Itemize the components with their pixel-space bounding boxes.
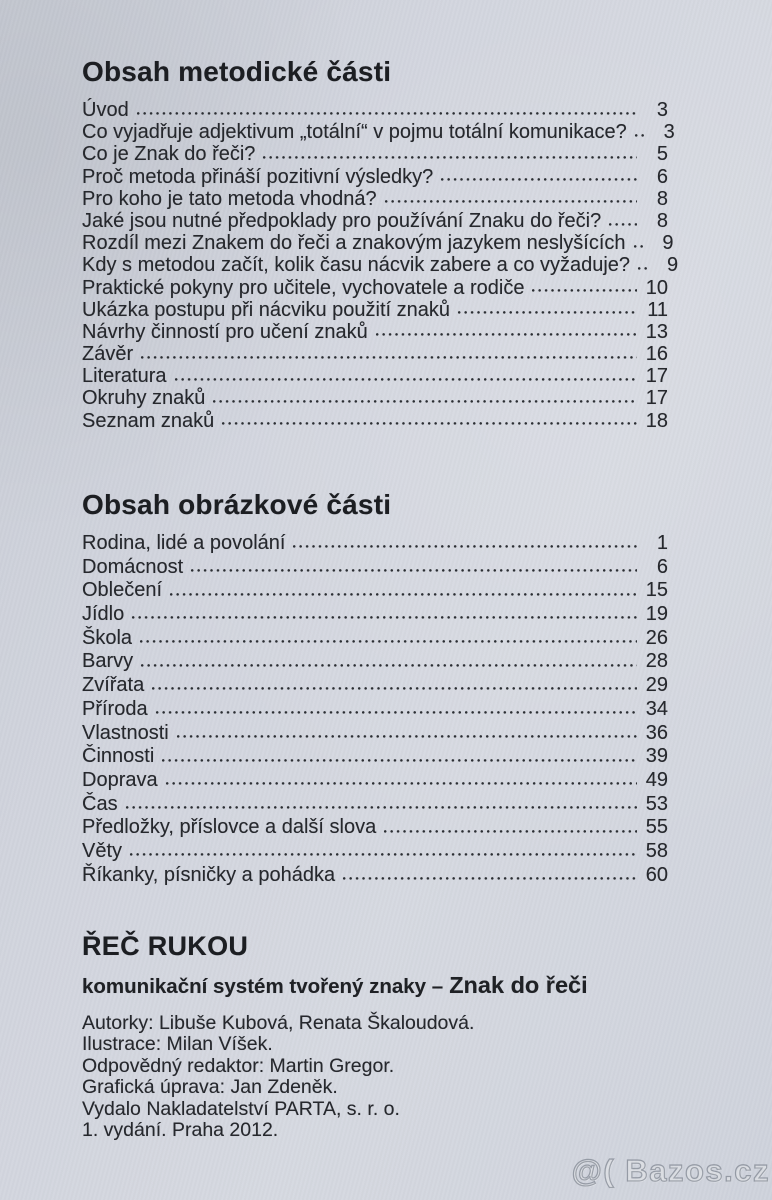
toc-entry-label: Rozdíl mezi Znakem do řeči a znakovým jazykem neslyšících	[82, 232, 626, 255]
toc-entry-label: Věty	[82, 839, 123, 862]
toc-entry	[82, 840, 668, 864]
credit-illustrations: Ilustrace: Milan Víšek.	[82, 1033, 273, 1056]
credit-editor: Odpovědný redaktor: Martin Gregor.	[82, 1054, 395, 1077]
toc-entry	[82, 387, 668, 409]
book-title: ŘEČ RUKOU	[82, 931, 249, 961]
dot-leader	[125, 805, 637, 810]
toc-entry-label: Vlastnosti	[82, 721, 169, 744]
dot-leader	[131, 615, 637, 620]
dot-leader	[176, 734, 637, 739]
dot-leader	[457, 310, 637, 315]
toc-entry	[82, 365, 668, 387]
credit-publisher: Vydalo Nakladatelství PARTA, s. r. o.	[82, 1097, 400, 1120]
toc-entry	[82, 121, 675, 144]
dot-leader	[608, 222, 637, 227]
toc-entry-page-number: 29	[645, 674, 668, 697]
toc-entry-label: Literatura	[82, 365, 167, 388]
dot-leader	[140, 355, 637, 360]
dot-leader	[637, 266, 647, 271]
toc-entry-page-number: 6	[656, 555, 668, 578]
toc-entry	[82, 277, 668, 299]
toc-entry-label: Domácnost	[82, 555, 184, 578]
toc-entry-label: Proč metoda přináší pozitivní výsledky?	[82, 165, 434, 188]
toc-entry-label: Návrhy činností pro učení znaků	[82, 320, 368, 343]
toc-entry	[82, 532, 668, 556]
toc-entry-page-number: 6	[656, 165, 668, 188]
toc-entry-label: Co je Znak do řeči?	[82, 143, 256, 166]
toc-entry	[82, 99, 668, 121]
dot-leader	[633, 244, 643, 249]
toc-entry-label: Závěr	[82, 343, 134, 366]
dot-leader	[531, 288, 637, 293]
dot-leader	[139, 639, 637, 644]
dot-leader	[221, 421, 637, 426]
toc-entry-label: Pro koho je tato metoda vhodná?	[82, 187, 377, 210]
toc-entry-page-number: 18	[645, 409, 668, 432]
dot-leader	[165, 781, 637, 786]
toc-entry-page-number: 58	[645, 839, 668, 862]
book-subtitle	[82, 972, 692, 999]
toc-entry-label: Okruhy znaků	[82, 387, 206, 410]
credits-block	[82, 1013, 692, 1141]
toc-entry	[82, 210, 668, 232]
toc-entry	[82, 579, 668, 603]
credit-authors: Autorky: Libuše Kubová, Renata Škaloudová.	[82, 1012, 475, 1034]
dot-leader	[292, 544, 637, 549]
toc-entry	[82, 556, 668, 580]
toc-entry	[82, 254, 679, 277]
toc-entry-page-number: 28	[645, 650, 668, 673]
toc-entry	[82, 793, 668, 817]
credit-edition: 1. vydání. Praha 2012.	[82, 1119, 279, 1142]
dot-leader	[155, 710, 637, 715]
toc-entry-page-number: 53	[645, 792, 668, 815]
book-subtitle-prefix: komunikační systém tvořený znaky –	[82, 975, 444, 998]
section-heading-methodical: Obsah metodické části	[82, 56, 392, 87]
toc-entry	[82, 188, 668, 210]
toc-entry-label: Čas	[82, 792, 118, 815]
toc-entry	[82, 321, 668, 343]
toc-entry-label: Škola	[82, 626, 133, 649]
dot-leader	[161, 758, 637, 763]
colophon	[82, 931, 692, 1141]
toc-entry-page-number: 1	[656, 532, 668, 554]
dot-leader	[129, 852, 637, 857]
toc-section-methodical	[82, 56, 679, 432]
toc-entry-label: Říkanky, písničky a pohádka	[82, 863, 336, 886]
toc-entry-label: Barvy	[82, 650, 134, 673]
toc-entry-page-number: 13	[645, 320, 668, 343]
toc-entry-label: Rodina, lidé a povolání	[82, 532, 286, 554]
toc-entry-page-number: 8	[656, 187, 668, 210]
bazos-watermark: @( Bazos.cz	[571, 1153, 770, 1188]
toc-entry	[82, 627, 668, 651]
dot-leader	[342, 876, 637, 881]
toc-entry-page-number: 55	[645, 816, 668, 839]
toc-entry-page-number: 5	[656, 143, 668, 166]
toc-entry-page-number: 36	[645, 721, 668, 744]
toc-entry	[82, 674, 668, 698]
toc-entry	[82, 745, 668, 769]
dot-leader	[174, 377, 638, 382]
section-heading-pictures: Obsah obrázkové části	[82, 489, 392, 520]
toc-entry-page-number: 11	[647, 298, 668, 321]
credit-graphic-design: Grafická úprava: Jan Zdeněk.	[82, 1076, 338, 1099]
toc-list-methodical	[82, 99, 679, 432]
toc-entry-page-number: 49	[645, 768, 668, 791]
toc-entry	[82, 722, 668, 746]
toc-entry	[82, 299, 668, 321]
toc-entry	[82, 603, 668, 627]
dot-leader	[634, 133, 644, 138]
toc-entry-label: Ukázka postupu při nácviku použití znaků	[82, 298, 450, 321]
toc-entry	[82, 864, 668, 888]
toc-entry-page-number: 3	[656, 99, 668, 121]
book-subtitle-emphasis: Znak do řeči	[449, 972, 588, 998]
toc-entry-page-number: 19	[645, 603, 668, 626]
dot-leader	[440, 177, 637, 182]
toc-section-pictures	[82, 489, 668, 887]
toc-entry-page-number: 34	[645, 697, 668, 720]
dot-leader	[136, 111, 637, 116]
dot-leader	[383, 829, 637, 834]
toc-entry-label: Praktické pokyny pro učitele, vychovatele a rodiče	[82, 276, 525, 299]
toc-entry-label: Kdy s metodou začít, kolik času nácvik zabere a co vyžaduje?	[82, 254, 631, 277]
toc-entry	[82, 650, 668, 674]
toc-entry-page-number: 17	[645, 365, 668, 388]
toc-entry	[82, 410, 668, 432]
toc-entry	[82, 769, 668, 793]
dot-leader	[262, 155, 637, 160]
toc-entry-label: Zvířata	[82, 674, 145, 697]
dot-leader	[190, 568, 637, 573]
toc-entry-label: Seznam znaků	[82, 409, 215, 432]
toc-entry-page-number: 15	[645, 579, 668, 602]
toc-entry-page-number: 60	[645, 863, 668, 886]
toc-entry-page-number: 16	[645, 343, 668, 366]
toc-entry-page-number: 26	[645, 626, 668, 649]
dot-leader	[169, 592, 637, 597]
toc-entry-page-number: 10	[645, 276, 668, 299]
toc-entry-page-number: 8	[656, 209, 668, 232]
dot-leader	[384, 199, 637, 204]
dot-leader	[151, 686, 637, 691]
toc-entry-page-number: 39	[645, 745, 668, 768]
toc-entry-label: Příroda	[82, 697, 148, 720]
toc-entry-label: Jaké jsou nutné předpoklady pro používání Znaku do řeči?	[82, 209, 602, 232]
toc-entry-label: Úvod	[82, 99, 129, 121]
toc-entry-label: Jídlo	[82, 603, 125, 626]
toc-entry-label: Doprava	[82, 768, 158, 791]
toc-entry	[82, 232, 674, 255]
dot-leader	[212, 399, 637, 404]
toc-entry-page-number: 17	[645, 387, 668, 410]
dot-leader	[375, 332, 637, 337]
toc-entry	[82, 166, 668, 188]
toc-entry-page-number: 3	[663, 121, 675, 144]
toc-entry-page-number: 9	[666, 254, 679, 277]
toc-entry-label: Oblečení	[82, 579, 163, 602]
toc-entry	[82, 698, 668, 722]
toc-entry-label: Co vyjadřuje adjektivum „totální“ v pojmu totální komunikace?	[82, 121, 627, 144]
toc-entry	[82, 343, 668, 365]
toc-entry-page-number: 9	[662, 232, 674, 255]
toc-entry-label: Činnosti	[82, 745, 155, 768]
toc-entry-label: Předložky, příslovce a další slova	[82, 816, 377, 839]
toc-entry	[82, 816, 668, 840]
toc-list-pictures	[82, 532, 668, 887]
toc-entry	[82, 143, 668, 165]
dot-leader	[140, 663, 637, 668]
